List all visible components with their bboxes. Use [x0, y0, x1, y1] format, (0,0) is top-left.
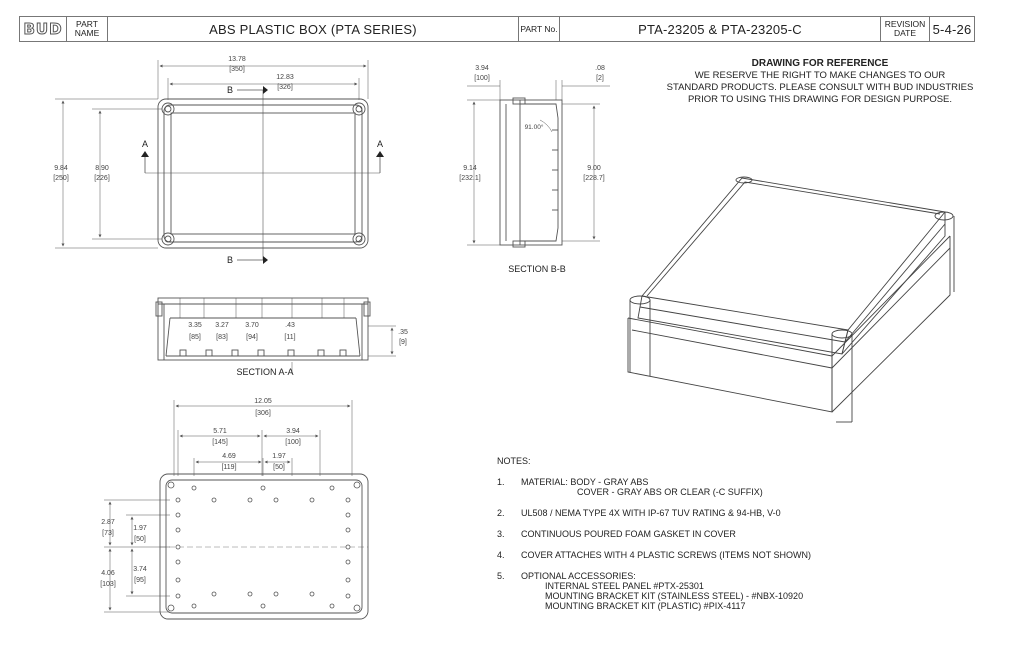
aa-d5-mm: [9] — [399, 339, 407, 346]
note-text: UL508 / NEMA TYPE 4X WITH IP-67 TUV RATING & 94-HB, V-0 — [521, 508, 781, 518]
section-a-label-left: A — [141, 139, 149, 149]
aa-d4-in: .43 — [285, 322, 295, 329]
note-item — [497, 529, 897, 539]
bb-draft-angle: 91.00° — [524, 124, 544, 131]
bottom-d-mm: [50] — [273, 464, 285, 471]
bottom-a-mm: [145] — [212, 439, 228, 446]
part-name: ABS PLASTIC BOX (PTA SERIES) — [108, 17, 519, 41]
bottom-f-mm: [50] — [134, 536, 146, 543]
note-item — [497, 550, 897, 560]
bottom-f-in: 1.97 — [133, 525, 147, 532]
note-text: MATERIAL: BODY - GRAY ABS — [521, 477, 649, 487]
aa-d2-mm: [83] — [216, 334, 228, 341]
part-number: PTA-23205 & PTA-23205-C — [560, 17, 881, 41]
note-subtext: MOUNTING BRACKET KIT (STAINLESS STEEL) - #NBX-10920 — [545, 591, 804, 601]
notes-title: NOTES: — [497, 456, 531, 466]
bottom-h-mm: [95] — [134, 577, 146, 584]
bb-thickness-mm: [2] — [596, 75, 604, 82]
aa-d4-mm: [11] — [284, 334, 296, 341]
bottom-width-in: 12.05 — [254, 398, 272, 405]
bottom-c-mm: [119] — [221, 464, 237, 471]
bottom-d-in: 1.97 — [272, 453, 286, 460]
notes-section — [497, 456, 897, 622]
aa-d1-in: 3.35 — [188, 322, 202, 329]
bb-depth-in: 3.94 — [475, 65, 489, 72]
bottom-width-mm: [306] — [255, 410, 271, 417]
bottom-view — [104, 400, 368, 619]
revision-date: 5-4-26 — [932, 21, 972, 37]
section-aa-title: SECTION A-A — [236, 367, 294, 377]
bb-thickness-in: .08 — [595, 65, 605, 72]
section-b-label-bottom: B — [226, 255, 234, 265]
reference-line-2: STANDARD PRODUCTS. PLEASE CONSULT WITH BUD INDUSTRIES — [666, 82, 974, 93]
top-height2-mm: [226] — [94, 175, 110, 182]
reference-heading: DRAWING FOR REFERENCE — [751, 58, 889, 69]
bottom-e-in: 2.87 — [101, 519, 115, 526]
aa-d2-in: 3.27 — [215, 322, 229, 329]
bb-height2-mm: [228.7] — [583, 175, 605, 182]
bottom-a-in: 5.71 — [213, 428, 227, 435]
aa-d3-in: 3.70 — [245, 322, 259, 329]
bottom-e-mm: [73] — [102, 530, 114, 537]
top-height-in: 9.84 — [54, 165, 68, 172]
reference-line-3: PRIOR TO USING THIS DRAWING FOR DESIGN PURPOSE. — [687, 94, 953, 105]
top-view — [55, 60, 380, 260]
bottom-h-in: 3.74 — [133, 566, 147, 573]
note-item — [497, 571, 897, 611]
part-name-label: PART NAME — [67, 17, 108, 41]
top-height2-in: 8.90 — [95, 165, 109, 172]
note-subtext: MOUNTING BRACKET KIT (PLASTIC) #PIX-4117 — [545, 601, 746, 611]
section-b-label-top: B — [226, 85, 234, 95]
reference-note — [650, 58, 990, 106]
note-number: 5. — [497, 571, 505, 581]
bottom-g-mm: [103] — [100, 581, 116, 588]
note-subtext: COVER - GRAY ABS OR CLEAR (-C SUFFIX) — [577, 487, 763, 497]
section-bb-title: SECTION B-B — [508, 264, 566, 274]
top-height-mm: [250] — [53, 175, 69, 182]
reference-line-1: WE RESERVE THE RIGHT TO MAKE CHANGES TO OUR — [694, 70, 946, 81]
section-a-label-right: A — [376, 139, 384, 149]
top-width2-in: 12.83 — [276, 74, 294, 81]
bb-height-mm: [232.1] — [459, 175, 481, 182]
note-item — [497, 477, 897, 497]
bottom-b-in: 3.94 — [286, 428, 300, 435]
top-width2-mm: [326] — [277, 84, 293, 91]
note-item — [497, 508, 897, 518]
aa-d1-mm: [85] — [189, 334, 201, 341]
top-width-in: 13.78 — [228, 56, 246, 63]
note-number: 3. — [497, 529, 505, 539]
revision-label: REVISION DATE — [881, 17, 930, 41]
note-subtext: INTERNAL STEEL PANEL #PTX-25301 — [545, 581, 704, 591]
note-number: 2. — [497, 508, 505, 518]
aa-d3-mm: [94] — [246, 334, 258, 341]
bud-logo: BUD — [20, 17, 67, 41]
part-no-label: PART No. — [519, 17, 560, 41]
note-text: OPTIONAL ACCESSORIES: — [521, 571, 636, 581]
note-text: CONTINUOUS POURED FOAM GASKET IN COVER — [521, 529, 736, 539]
bottom-c-in: 4.69 — [222, 453, 236, 460]
bb-depth-mm: [100] — [474, 75, 490, 82]
isometric-view — [628, 177, 954, 422]
bb-height-in: 9.14 — [463, 165, 477, 172]
note-number: 1. — [497, 477, 505, 487]
bottom-g-in: 4.06 — [101, 570, 115, 577]
bottom-b-mm: [100] — [285, 439, 301, 446]
aa-d5-in: .35 — [398, 329, 408, 336]
bb-height2-in: 9.00 — [587, 165, 601, 172]
section-bb-view — [467, 80, 610, 247]
note-number: 4. — [497, 550, 505, 560]
note-text: COVER ATTACHES WITH 4 PLASTIC SCREWS (ITEMS NOT SHOWN) — [521, 550, 812, 560]
top-width-mm: [350] — [229, 66, 245, 73]
